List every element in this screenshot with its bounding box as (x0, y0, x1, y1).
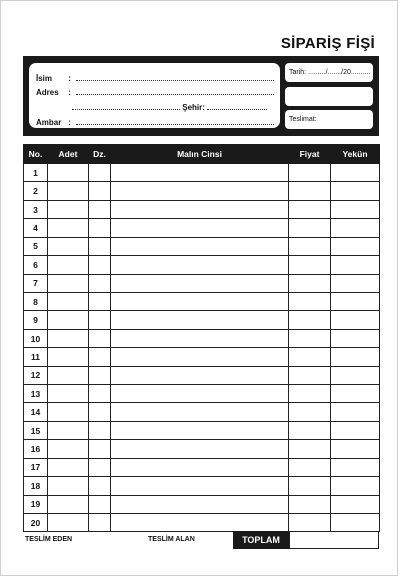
dozen-cell[interactable] (89, 385, 111, 403)
price-cell[interactable] (289, 256, 331, 274)
price-cell[interactable] (289, 366, 331, 384)
quantity-cell[interactable] (48, 292, 89, 310)
quantity-cell[interactable] (48, 514, 89, 532)
quantity-cell[interactable] (48, 237, 89, 255)
row-number: 8 (24, 292, 48, 310)
item-cell[interactable] (111, 292, 289, 310)
table-row (24, 495, 380, 513)
quantity-cell[interactable] (48, 200, 89, 218)
item-cell[interactable] (111, 237, 289, 255)
quantity-cell[interactable] (48, 440, 89, 458)
quantity-cell[interactable] (48, 458, 89, 476)
row-number: 9 (24, 311, 48, 329)
item-cell[interactable] (111, 311, 289, 329)
order-table (23, 144, 380, 532)
table-body (24, 164, 380, 532)
price-cell[interactable] (289, 495, 331, 513)
row-number: 20 (24, 514, 48, 532)
dozen-cell[interactable] (89, 164, 111, 182)
dozen-cell[interactable] (89, 256, 111, 274)
dozen-cell[interactable] (89, 182, 111, 200)
name-colon: : (68, 74, 71, 83)
row-number: 14 (24, 403, 48, 421)
quantity-cell[interactable] (48, 274, 89, 292)
total-cell[interactable] (331, 514, 380, 532)
total-cell[interactable] (331, 200, 380, 218)
dozen-cell[interactable] (89, 421, 111, 439)
table-row (24, 329, 380, 347)
quantity-cell[interactable] (48, 421, 89, 439)
item-cell[interactable] (111, 440, 289, 458)
quantity-cell[interactable] (48, 495, 89, 513)
row-number: 10 (24, 329, 48, 347)
dozen-cell[interactable] (89, 329, 111, 347)
item-cell[interactable] (111, 477, 289, 495)
warehouse-field[interactable] (76, 117, 274, 125)
dozen-cell[interactable] (89, 366, 111, 384)
total-cell[interactable] (331, 219, 380, 237)
form-footer (23, 531, 379, 549)
dozen-cell[interactable] (89, 477, 111, 495)
table-row (24, 514, 380, 532)
row-number: 11 (24, 348, 48, 366)
dozen-cell[interactable] (89, 311, 111, 329)
price-cell[interactable] (289, 329, 331, 347)
row-number: 15 (24, 421, 48, 439)
row-number: 16 (24, 440, 48, 458)
item-cell[interactable] (111, 421, 289, 439)
total-cell[interactable] (331, 366, 380, 384)
customer-info-box (29, 63, 280, 128)
price-cell[interactable] (289, 237, 331, 255)
price-cell[interactable] (289, 348, 331, 366)
price-cell[interactable] (289, 182, 331, 200)
total-cell[interactable] (331, 458, 380, 476)
total-cell[interactable] (331, 182, 380, 200)
name-label: İsim (36, 74, 53, 83)
form-title: SİPARİŞ FİŞİ (280, 35, 375, 52)
item-cell[interactable] (111, 219, 289, 237)
price-cell[interactable] (289, 514, 331, 532)
table-row (24, 256, 380, 274)
item-cell[interactable] (111, 366, 289, 384)
table-row (24, 458, 380, 476)
address-field[interactable] (76, 87, 274, 95)
total-cell[interactable] (331, 495, 380, 513)
city-field[interactable] (207, 102, 267, 110)
dozen-cell[interactable] (89, 495, 111, 513)
row-number: 13 (24, 385, 48, 403)
column-header-item: Malın Cinsi (111, 145, 289, 164)
column-header-total: Yekün (331, 145, 380, 164)
dozen-cell[interactable] (89, 440, 111, 458)
customer-header (23, 56, 379, 136)
table-row (24, 421, 380, 439)
quantity-cell[interactable] (48, 256, 89, 274)
dozen-cell[interactable] (89, 219, 111, 237)
table-row (24, 182, 380, 200)
table-row (24, 348, 380, 366)
row-number: 3 (24, 200, 48, 218)
total-cell[interactable] (331, 329, 380, 347)
total-cell[interactable] (331, 348, 380, 366)
quantity-cell[interactable] (48, 182, 89, 200)
dozen-cell[interactable] (89, 348, 111, 366)
total-cell[interactable] (331, 385, 380, 403)
total-field[interactable] (289, 531, 379, 549)
item-cell[interactable] (111, 329, 289, 347)
row-number: 1 (24, 164, 48, 182)
row-number: 2 (24, 182, 48, 200)
column-header-no: No. (24, 145, 48, 164)
dozen-cell[interactable] (89, 514, 111, 532)
table-row (24, 477, 380, 495)
quantity-cell[interactable] (48, 348, 89, 366)
total-cell[interactable] (331, 311, 380, 329)
dozen-cell[interactable] (89, 274, 111, 292)
table-row (24, 292, 380, 310)
delivery-box[interactable]: Teslimat: (285, 110, 373, 129)
item-cell[interactable] (111, 514, 289, 532)
delivered-by-label: TESLİM EDEN (25, 536, 73, 543)
name-row (36, 73, 274, 83)
quantity-cell[interactable] (48, 219, 89, 237)
item-cell[interactable] (111, 164, 289, 182)
total-cell[interactable] (331, 274, 380, 292)
item-cell[interactable] (111, 348, 289, 366)
quantity-cell[interactable] (48, 164, 89, 182)
row-number: 7 (24, 274, 48, 292)
address-line-2-field[interactable] (72, 102, 180, 110)
item-cell[interactable] (111, 274, 289, 292)
price-cell[interactable] (289, 219, 331, 237)
price-cell[interactable] (289, 458, 331, 476)
dozen-cell[interactable] (89, 292, 111, 310)
column-header-quantity: Adet (48, 145, 89, 164)
table-row (24, 385, 380, 403)
dozen-cell[interactable] (89, 200, 111, 218)
received-by-label: TESLİM ALAN (148, 536, 195, 543)
item-cell[interactable] (111, 458, 289, 476)
total-cell[interactable] (331, 477, 380, 495)
price-cell[interactable] (289, 477, 331, 495)
city-row (72, 102, 267, 112)
date-box[interactable]: Tarih: ........./......./20.......... (285, 63, 373, 82)
total-cell[interactable] (331, 421, 380, 439)
row-number: 12 (24, 366, 48, 384)
table-row (24, 403, 380, 421)
table-row (24, 164, 380, 182)
table-row (24, 237, 380, 255)
total-cell[interactable] (331, 403, 380, 421)
row-number: 18 (24, 477, 48, 495)
price-cell[interactable] (289, 311, 331, 329)
total-cell[interactable] (331, 256, 380, 274)
price-cell[interactable] (289, 200, 331, 218)
quantity-cell[interactable] (48, 366, 89, 384)
item-cell[interactable] (111, 182, 289, 200)
row-number: 4 (24, 219, 48, 237)
table-row (24, 440, 380, 458)
address-colon: : (68, 88, 71, 97)
table-header-row (24, 145, 380, 164)
price-cell[interactable] (289, 421, 331, 439)
price-cell[interactable] (289, 385, 331, 403)
dozen-cell[interactable] (89, 458, 111, 476)
name-field[interactable] (76, 73, 274, 81)
table-row (24, 311, 380, 329)
warehouse-label: Ambar (36, 118, 62, 127)
item-cell[interactable] (111, 256, 289, 274)
address-label: Adres (36, 88, 59, 97)
price-cell[interactable] (289, 403, 331, 421)
price-cell[interactable] (289, 440, 331, 458)
total-cell[interactable] (331, 237, 380, 255)
quantity-cell[interactable] (48, 385, 89, 403)
item-cell[interactable] (111, 200, 289, 218)
table-row (24, 219, 380, 237)
address-row (36, 87, 274, 97)
quantity-cell[interactable] (48, 311, 89, 329)
total-cell[interactable] (331, 440, 380, 458)
price-cell[interactable] (289, 292, 331, 310)
item-cell[interactable] (111, 385, 289, 403)
dozen-cell[interactable] (89, 403, 111, 421)
row-number: 6 (24, 256, 48, 274)
price-cell[interactable] (289, 164, 331, 182)
row-number: 19 (24, 495, 48, 513)
quantity-cell[interactable] (48, 403, 89, 421)
column-header-dozen: Dz. (89, 145, 111, 164)
total-cell[interactable] (331, 292, 380, 310)
dozen-cell[interactable] (89, 237, 111, 255)
warehouse-row (36, 117, 274, 127)
blank-box[interactable] (285, 87, 373, 106)
table-row (24, 274, 380, 292)
city-label: Şehir: (182, 103, 205, 112)
item-cell[interactable] (111, 495, 289, 513)
row-number: 5 (24, 237, 48, 255)
row-number: 17 (24, 458, 48, 476)
total-label: TOPLAM (233, 531, 289, 549)
quantity-cell[interactable] (48, 329, 89, 347)
warehouse-colon: : (68, 118, 71, 127)
table-row (24, 366, 380, 384)
total-cell[interactable] (331, 164, 380, 182)
item-cell[interactable] (111, 403, 289, 421)
quantity-cell[interactable] (48, 477, 89, 495)
price-cell[interactable] (289, 274, 331, 292)
column-header-price: Fiyat (289, 145, 331, 164)
table-row (24, 200, 380, 218)
